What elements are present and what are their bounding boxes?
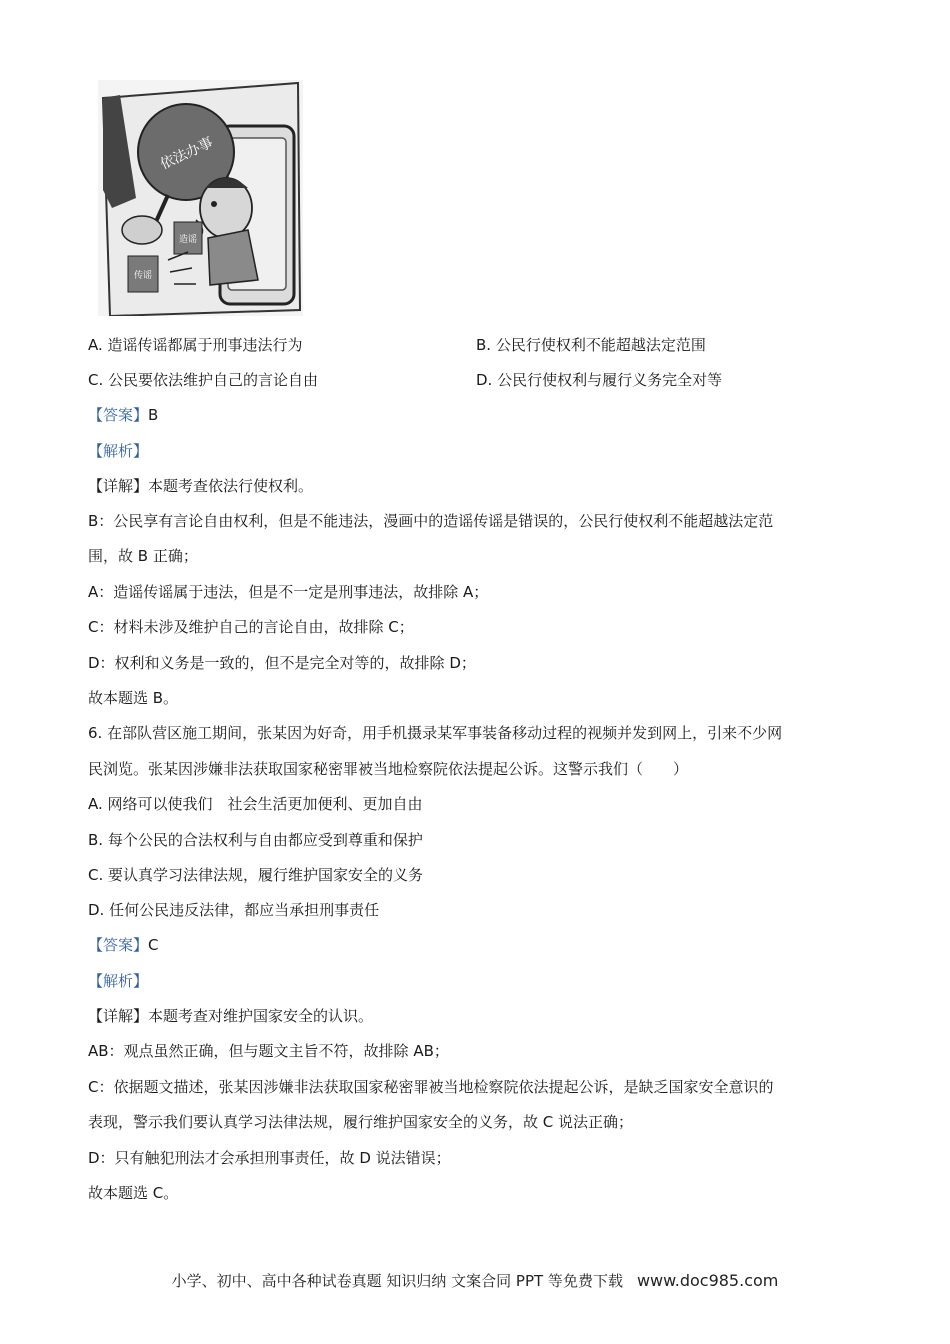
q6-option-a: A. 网络可以使我们 社会生活更加便利、更加自由	[88, 795, 423, 813]
detail-text: 本题考查依法行使权利。	[148, 477, 314, 495]
q5-detail-4: C：材料未涉及维护自己的言论自由，故排除 C；	[88, 618, 414, 636]
q6-detail-2: C：依据题文描述，张某因涉嫌非法获取国家秘密罪被当地检察院依法提起公诉，是缺乏国家安全意识的	[88, 1078, 774, 1096]
q6-stem-0: 6. 在部队营区施工期间，张某因为好奇，用手机摄录某军事装备移动过程的视频并发到网上，引来不少网	[88, 724, 783, 742]
q6-detail-0	[88, 1006, 373, 1026]
q6-detail-5: 故本题选 C。	[88, 1184, 179, 1202]
q5-option-a: A. 造谣传谣都属于刑事违法行为	[88, 336, 303, 354]
q5-analysis-tag: 【解析】	[88, 442, 149, 460]
q5-detail-3: A：造谣传谣属于违法，但是不一定是刑事违法，故排除 A；	[88, 583, 489, 601]
q5-detail-2: 围，故 B 正确；	[88, 547, 198, 565]
block-label-2: 传谣	[133, 271, 153, 281]
q6-option-c: C. 要认真学习法律法规，履行维护国家安全的义务	[88, 866, 424, 884]
detail-tag: 【详解】	[88, 1007, 149, 1025]
answer-tag: 【答案】	[88, 406, 149, 424]
answer-value: C	[148, 936, 159, 954]
page-footer	[0, 1270, 950, 1291]
footer-url-link[interactable]: www.doc985.com	[636, 1271, 779, 1290]
q5-detail-1: B：公民享有言论自由权利，但是不能违法，漫画中的造谣传谣是错误的，公民行使权利不能超越法定范	[88, 512, 774, 530]
block-label-1: 造谣	[178, 235, 198, 245]
answer-value: B	[148, 406, 159, 424]
q5-detail-6: 故本题选 B。	[88, 689, 179, 707]
q5-option-c: C. 公民要依法维护自己的言论自由	[88, 371, 319, 389]
q6-analysis-tag: 【解析】	[88, 972, 149, 990]
q6-option-b: B. 每个公民的合法权利与自由都应受到尊重和保护	[88, 831, 423, 849]
q5-option-b: B. 公民行使权利不能超越法定范围	[476, 336, 706, 354]
q6-detail-1: AB：观点虽然正确，但与题文主旨不符，故排除 AB；	[88, 1042, 449, 1060]
sign-text: 依法办事	[158, 134, 216, 173]
q5-option-d: D. 公民行使权利与履行义务完全对等	[476, 371, 723, 389]
detail-text: 本题考查对维护国家安全的认识。	[148, 1007, 374, 1025]
q6-option-d: D. 任何公民违反法律，都应当承担刑事责任	[88, 901, 380, 919]
q6-detail-4: D：只有触犯刑法才会承担刑事责任，故 D 说法错误；	[88, 1149, 451, 1167]
detail-tag: 【详解】	[88, 477, 149, 495]
cartoon-image	[98, 80, 303, 316]
q6-detail-3: 表现，警示我们要认真学习法律法规，履行维护国家安全的义务，故 C 说法正确；	[88, 1113, 634, 1131]
q5-detail-0	[88, 476, 313, 496]
footer-text: 小学、初中、高中各种试卷真题 知识归纳 文案合同 PPT 等免费下载	[171, 1272, 623, 1290]
q6-answer	[88, 935, 159, 955]
q5-answer	[88, 405, 158, 425]
answer-tag: 【答案】	[88, 936, 149, 954]
q6-stem-1: 民浏览。张某因涉嫌非法获取国家秘密罪被当地检察院依法提起公诉。这警示我们（ ）	[88, 760, 689, 778]
q5-detail-5: D：权利和义务是一致的，但不是完全对等的，故排除 D；	[88, 654, 476, 672]
